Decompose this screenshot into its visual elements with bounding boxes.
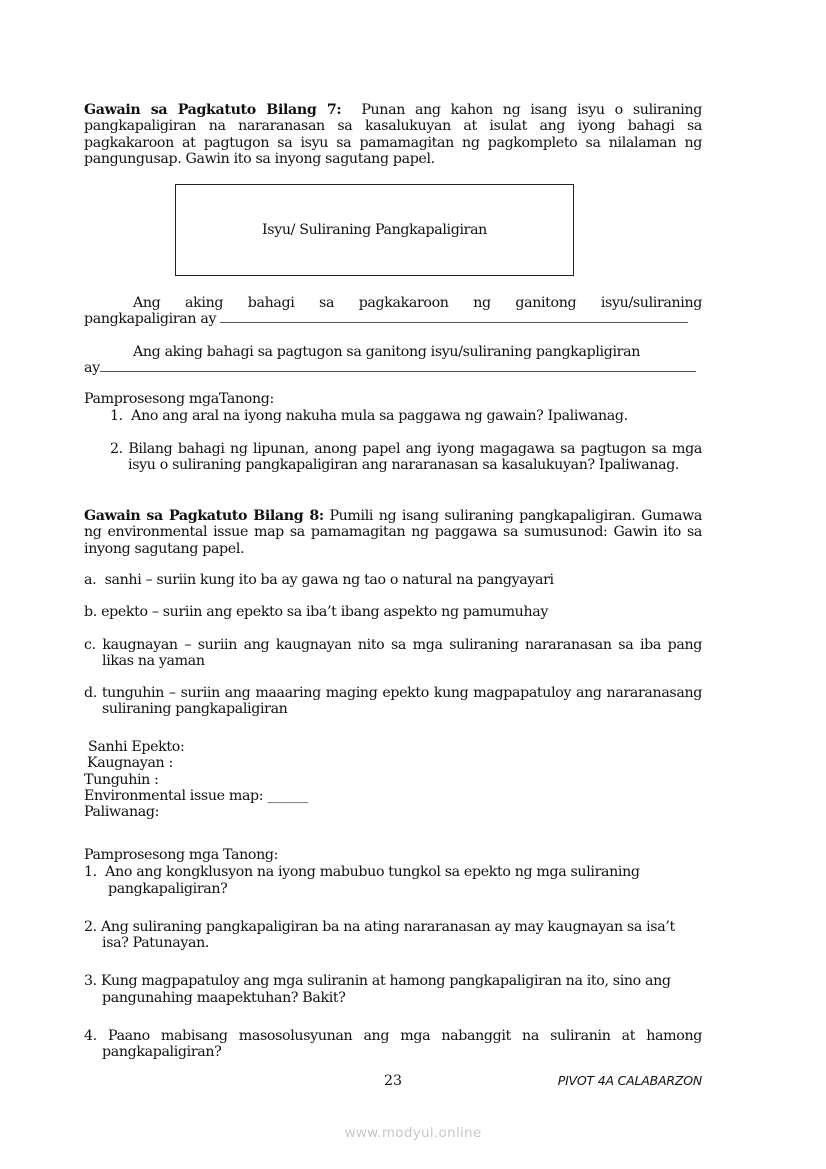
question-item xyxy=(84,919,702,952)
question-text: Paano mabisang masosolusyunan ang mga nabanggit na suliranin at hamong pangkapaligiran? xyxy=(102,1028,702,1061)
activity7-text: Punan ang kahon ng isang isyu o suliraning pangkapaligiran na nararanasan sa kasalukuyan at isulat ang iyong bahagi sa pagkakaroon at pagtugon sa isyu sa pamamagitan ng pagkompleto sa nilalaman ng pangungusap. Gawin ito sa inyong sagutang papel. xyxy=(84,102,703,167)
activity8-title: Gawain sa Pagkatuto Bilang 8: xyxy=(84,508,324,524)
questions-heading: Pamprosesong mgaTanong: xyxy=(84,391,274,407)
item-text: epekto – suriin ang epekto sa iba’t ibang aspekto ng pamumuhay xyxy=(101,604,549,621)
question-text: Bilang bahagi ng lipunan, anong papel ang iyong magagawa sa pagtugon sa mga isyu o suliraning pangkapaligiran ang nararanasan sa kasalukuyan? Ipaliwanag. xyxy=(128,440,702,473)
answer-blank-1[interactable] xyxy=(220,311,688,323)
sentence2-line2: ay xyxy=(84,360,100,377)
activity8-criteria-list xyxy=(84,572,702,718)
field-kaugnayan: Kaugnayan : xyxy=(87,755,173,772)
issue-map-fields xyxy=(84,739,702,820)
footer-series: PIVOT 4A CALABARZON xyxy=(557,1073,702,1088)
question-number: 2. xyxy=(84,918,97,935)
sentence1-line1: Ang aking bahagi sa pagkakaroon ng ganitong isyu/suliraning xyxy=(133,295,702,311)
criteria-item xyxy=(84,572,702,588)
field-sanhi-epekto: Sanhi Epekto: xyxy=(88,739,185,755)
criteria-item xyxy=(84,685,702,718)
question-item xyxy=(110,441,702,474)
activity8-text: Pumili ng isang suliraning pangkapaligiran. Gumawa ng environmental issue map sa pamamagitan ng paggawa sa sumusunod: Gawin ito sa inyong sagutang papel. xyxy=(84,508,702,557)
criteria-item xyxy=(84,637,702,670)
question-text: Ang suliraning pangkapaligiran ba na ating nararanasan ay may kaugnayan sa isa’t isa? Patunayan. xyxy=(101,918,675,952)
sentence1-line2: pangkapaligiran ay xyxy=(84,311,217,328)
item-letter: d. xyxy=(84,685,97,702)
sentence-pagkakaroon xyxy=(84,295,702,328)
question-item xyxy=(84,1028,702,1061)
item-text: kaugnayan – suriin ang kaugnayan nito sa mga suliraning nararanasan sa iba pang likas na yaman xyxy=(102,636,702,669)
item-text: sanhi – suriin kung ito ba ay gawa ng tao o natural na pangyayari xyxy=(104,572,554,588)
answer-blank-2[interactable] xyxy=(100,360,696,372)
questions-heading: Pamprosesong mga Tanong: xyxy=(84,847,279,863)
activity7-questions xyxy=(84,391,702,473)
question-item xyxy=(84,973,702,1006)
question-text: Ano ang aral na iyong nakuha mula sa paggawa ng gawain? Ipaliwanag. xyxy=(131,408,628,425)
question-number: 4. xyxy=(84,1028,97,1045)
question-text: Kung magpapatuloy ang mga suliranin at hamong pangkapaligiran na ito, sino ang pangunahing maapektuhan? Bakit? xyxy=(101,973,671,1006)
watermark: www.modyul.online xyxy=(344,1125,482,1141)
question-text: Ano ang kongklusyon na iyong mabubuo tungkol sa epekto ng mga suliraning pangkapaligiran? xyxy=(105,864,640,897)
field-tunguhin: Tunguhin : xyxy=(84,771,159,788)
activity8-instructions xyxy=(84,508,702,557)
field-map: Environmental issue map: ______ xyxy=(84,787,308,804)
question-item xyxy=(110,408,702,424)
question-number: 1. xyxy=(110,408,123,425)
activity7-title: Gawain sa Pagkatuto Bilang 7: xyxy=(84,102,342,118)
question-item xyxy=(84,864,702,897)
item-text: tunguhin – suriin ang maaaring maging epekto kung magpapatuloy ang nararanasang suliraning pangkapaligiran xyxy=(101,685,702,718)
activity7-instructions xyxy=(84,102,702,167)
sentence-pagtugon xyxy=(84,344,702,377)
item-letter: a. xyxy=(84,572,97,588)
criteria-item xyxy=(84,604,702,620)
issue-answer-box xyxy=(175,184,574,276)
sentence1-line2-row xyxy=(84,311,702,327)
issue-box-label: Isyu/ Suliraning Pangkapaligiran xyxy=(262,222,487,238)
question-number: 1. xyxy=(84,864,97,881)
question-number: 2. xyxy=(110,440,123,457)
item-letter: c. xyxy=(84,636,96,653)
item-letter: b. xyxy=(84,604,97,621)
activity8-questions xyxy=(84,847,702,1061)
field-paliwanag: Paliwanag: xyxy=(84,804,160,821)
page-number: 23 xyxy=(384,1073,403,1089)
question-number: 3. xyxy=(84,973,97,990)
sentence2-line2-row xyxy=(84,360,702,376)
sentence2-line1: Ang aking bahagi sa pagtugon sa ganitong isyu/suliraning pangkapligiran xyxy=(133,344,640,360)
